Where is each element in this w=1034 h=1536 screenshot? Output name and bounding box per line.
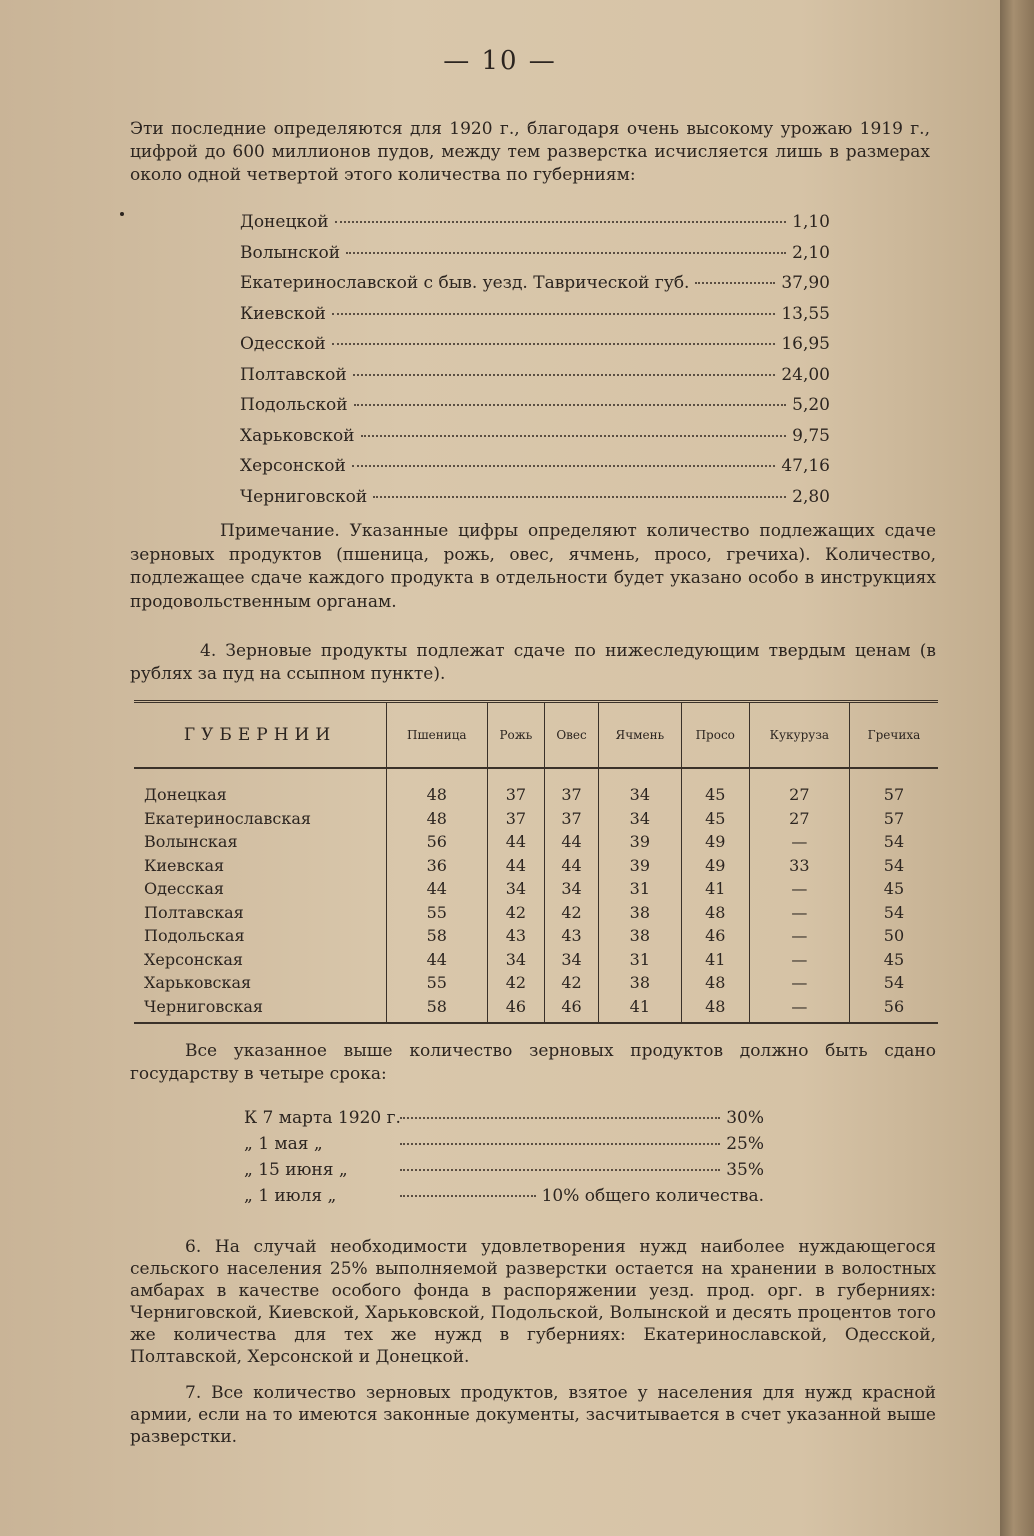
price-cell: 33	[749, 854, 849, 878]
price-cell: 44	[487, 830, 545, 854]
price-cell: 46	[545, 995, 599, 1024]
province-cell: Екатеринославская	[144, 808, 312, 828]
price-cell: 39	[598, 830, 681, 854]
term-row	[244, 1108, 764, 1134]
price-cell: 42	[487, 971, 545, 995]
price-cell: 34	[487, 877, 545, 901]
column-header-grain: Ячмень	[598, 702, 681, 769]
quota-row	[240, 426, 830, 457]
province-cell: Одесская	[144, 879, 224, 898]
price-cell: 38	[598, 971, 681, 995]
price-cell: —	[749, 901, 849, 925]
price-cell: 49	[681, 830, 749, 854]
dot-leader	[400, 1117, 720, 1119]
quota-value: 47,16	[781, 456, 830, 476]
column-header-grain: Пшеница	[387, 702, 488, 769]
table-row	[134, 877, 938, 901]
table-row	[134, 971, 938, 995]
intro-paragraph: Эти последние определяются для 1920 г., благодаря очень высокому урожаю 1919 г., цифрой до 600 миллионов пудов, между тем разверстка исчисляется лишь в размерах около одной четвертой этого количества по губерниям:	[130, 119, 930, 185]
province-cell: Донецкая	[144, 785, 227, 804]
price-cell: 44	[387, 948, 488, 972]
price-cell: 43	[487, 924, 545, 948]
term-date: К 7 марта 1920 г.	[244, 1108, 401, 1128]
quota-value: 2,80	[792, 486, 830, 507]
section-7-paragraph: 7. Все количество зерновых продуктов, взятое у населения для нужд красной армии, если на то имеются законные документы, засчитывается в счет указанной выше разверстки.	[130, 1383, 936, 1447]
section-5-paragraph: Все указанное выше количество зерновых продуктов должно быть сдано государству в четыре срока:	[130, 1041, 936, 1084]
province-cell: Херсонская	[144, 949, 243, 969]
price-cell: 37	[487, 768, 545, 807]
province-cell: Харьковская	[144, 973, 252, 992]
price-cell: 48	[681, 971, 749, 995]
section-4-paragraph: 4. Зерновые продукты подлежат сдаче по нижеследующим твердым ценам (в рублях за пуд на ссыпном пункте).	[130, 641, 936, 684]
quota-value: 37,90	[781, 273, 830, 293]
quota-row	[240, 487, 830, 518]
price-cell: 36	[387, 854, 488, 878]
price-cell: 37	[545, 807, 599, 831]
price-cell: 31	[598, 948, 681, 972]
price-cell: 45	[681, 807, 749, 831]
price-cell: 48	[681, 995, 749, 1024]
price-cell: 58	[387, 995, 488, 1024]
price-cell: 48	[387, 768, 488, 807]
term-date: „ 1 июля „	[244, 1186, 337, 1206]
price-cell: 42	[545, 901, 599, 925]
price-table	[134, 700, 938, 1024]
price-cell: 45	[849, 948, 938, 972]
term-row	[244, 1160, 764, 1186]
section-6-paragraph: 6. На случай необходимости удовлетворения нужд наиболее нуждающегося сельского населения 25% выполняемой разверстки остается на хранении в волостных амбарах в качестве особого фонда в распоряжении уезд. прод. орг. в губерниях: Черниговской, Киевской, Харьковской, Подольской, Волынской и десять процентов того же количества для тех же нужд в губерниях: Екатеринославской, Одесской, Полтавской, Херсонской и Донецкой.	[130, 1237, 936, 1367]
price-cell: 34	[598, 807, 681, 831]
price-cell: 41	[598, 995, 681, 1024]
price-cell: 58	[387, 924, 488, 948]
price-cell: 48	[387, 807, 488, 831]
column-header-grain: Гречиха	[849, 702, 938, 769]
price-cell: —	[749, 830, 849, 854]
price-cell: 34	[487, 948, 545, 972]
table-row	[134, 924, 938, 948]
quota-row	[240, 395, 830, 426]
price-cell: 54	[849, 830, 938, 854]
quota-province: Полтавской	[240, 364, 347, 385]
price-cell: 41	[681, 948, 749, 972]
price-cell: 56	[849, 995, 938, 1024]
quota-row	[240, 334, 830, 365]
price-cell: 55	[387, 901, 488, 925]
price-cell: 42	[487, 901, 545, 925]
price-cell: —	[749, 924, 849, 948]
dot-leader	[332, 343, 776, 345]
price-cell: 37	[545, 768, 599, 807]
price-cell: 48	[681, 901, 749, 925]
price-cell: 55	[387, 971, 488, 995]
dot-leader	[353, 374, 776, 376]
price-cell: 45	[849, 877, 938, 901]
quota-province: Донецкой	[240, 212, 329, 232]
dot-leader	[400, 1195, 536, 1197]
price-cell: 54	[849, 971, 938, 995]
province-cell: Волынская	[144, 832, 238, 851]
quota-province: Одесской	[240, 334, 326, 354]
table-row	[134, 854, 938, 878]
price-cell: 34	[545, 877, 599, 901]
price-cell: 57	[849, 768, 938, 807]
price-cell: 44	[487, 854, 545, 878]
quota-row	[240, 212, 830, 243]
price-cell: 46	[487, 995, 545, 1024]
price-cell: 44	[545, 854, 599, 878]
quota-province: Волынской	[240, 242, 341, 263]
province-cell: Полтавская	[144, 902, 244, 922]
price-cell: 38	[598, 901, 681, 925]
term-row	[244, 1186, 764, 1212]
quota-value: 5,20	[792, 395, 830, 415]
price-cell: 27	[749, 768, 849, 807]
term-share: 25%	[726, 1134, 764, 1154]
quota-row	[240, 365, 830, 396]
price-cell: 57	[849, 807, 938, 831]
price-cell: 34	[545, 948, 599, 972]
price-cell: —	[749, 948, 849, 972]
term-row	[244, 1134, 764, 1160]
quota-value: 9,75	[792, 425, 830, 446]
price-cell: 45	[681, 768, 749, 807]
quota-row	[240, 304, 830, 335]
dot-leader	[352, 465, 775, 467]
price-cell: 38	[598, 924, 681, 948]
dot-leader	[346, 252, 786, 254]
quota-province: Екатеринославской с быв. уезд. Таврической губ.	[240, 273, 690, 293]
dot-leader	[695, 282, 775, 284]
price-cell: —	[749, 995, 849, 1024]
column-header-grain: Кукуруза	[749, 702, 849, 769]
quota-province: Херсонской	[240, 456, 346, 476]
term-date: „ 1 мая „	[244, 1134, 323, 1154]
dot-leader	[354, 404, 787, 406]
price-table-body	[134, 768, 938, 1023]
note-paragraph: Примечание. Указанные цифры определяют количество подлежащих сдаче зерновых продуктов (пшеница, рожь, овес, ячмень, просо, гречиха). Количество, подлежащее сдаче каждого продукта в отдельности будет указано особо в инструкциях продовольственным органам.	[130, 521, 936, 612]
book-spine-edge	[1000, 0, 1034, 1536]
price-cell: 49	[681, 854, 749, 878]
price-cell: 39	[598, 854, 681, 878]
quota-list	[240, 212, 830, 517]
quota-row	[240, 456, 830, 487]
price-cell: 31	[598, 877, 681, 901]
dot-leader	[373, 496, 786, 498]
price-cell: 42	[545, 971, 599, 995]
price-cell: 34	[598, 768, 681, 807]
price-cell: —	[749, 877, 849, 901]
price-cell: —	[749, 971, 849, 995]
quota-value: 16,95	[781, 334, 830, 354]
column-header-grain: Рожь	[487, 702, 545, 769]
price-cell: 54	[849, 854, 938, 878]
price-table-header	[134, 702, 938, 769]
quota-row	[240, 273, 830, 304]
price-cell: 56	[387, 830, 488, 854]
dot-leader	[361, 435, 787, 437]
table-row	[134, 948, 938, 972]
quota-row	[240, 243, 830, 274]
quota-value: 24,00	[781, 364, 830, 385]
column-header-grain: Просо	[681, 702, 749, 769]
table-row	[134, 901, 938, 925]
price-cell: 43	[545, 924, 599, 948]
quota-value: 1,10	[792, 212, 830, 232]
page-number: — 10 —	[443, 46, 557, 76]
price-cell: 41	[681, 877, 749, 901]
price-cell: 54	[849, 901, 938, 925]
table-row	[134, 830, 938, 854]
price-cell: 44	[387, 877, 488, 901]
province-cell: Подольская	[144, 926, 245, 945]
price-cell: 44	[545, 830, 599, 854]
province-cell: Черниговская	[144, 996, 264, 1016]
term-share: 10% общего количества.	[541, 1186, 764, 1206]
quota-value: 2,10	[792, 242, 830, 263]
table-row	[134, 995, 938, 1024]
quota-province: Черниговской	[240, 486, 368, 507]
column-header-grain: Овес	[545, 702, 599, 769]
terms-list	[244, 1108, 764, 1212]
table-row	[134, 807, 938, 831]
price-cell: 46	[681, 924, 749, 948]
quota-province: Харьковской	[240, 425, 355, 446]
term-share: 30%	[726, 1108, 764, 1128]
price-cell: 27	[749, 807, 849, 831]
ink-mark	[120, 212, 124, 216]
price-cell: 37	[487, 807, 545, 831]
dot-leader	[335, 221, 787, 223]
province-cell: Киевская	[144, 855, 225, 875]
dot-leader	[400, 1143, 720, 1145]
quota-province: Подольской	[240, 395, 348, 415]
quota-province: Киевской	[240, 303, 326, 324]
price-cell: 50	[849, 924, 938, 948]
dot-leader	[400, 1169, 720, 1171]
term-share: 35%	[726, 1160, 764, 1180]
term-date: „ 15 июня „	[244, 1160, 348, 1180]
dot-leader	[332, 313, 775, 315]
quota-value: 13,55	[781, 303, 830, 324]
table-row	[134, 768, 938, 807]
column-header-provinces: ГУБЕРНИИ	[134, 702, 387, 769]
